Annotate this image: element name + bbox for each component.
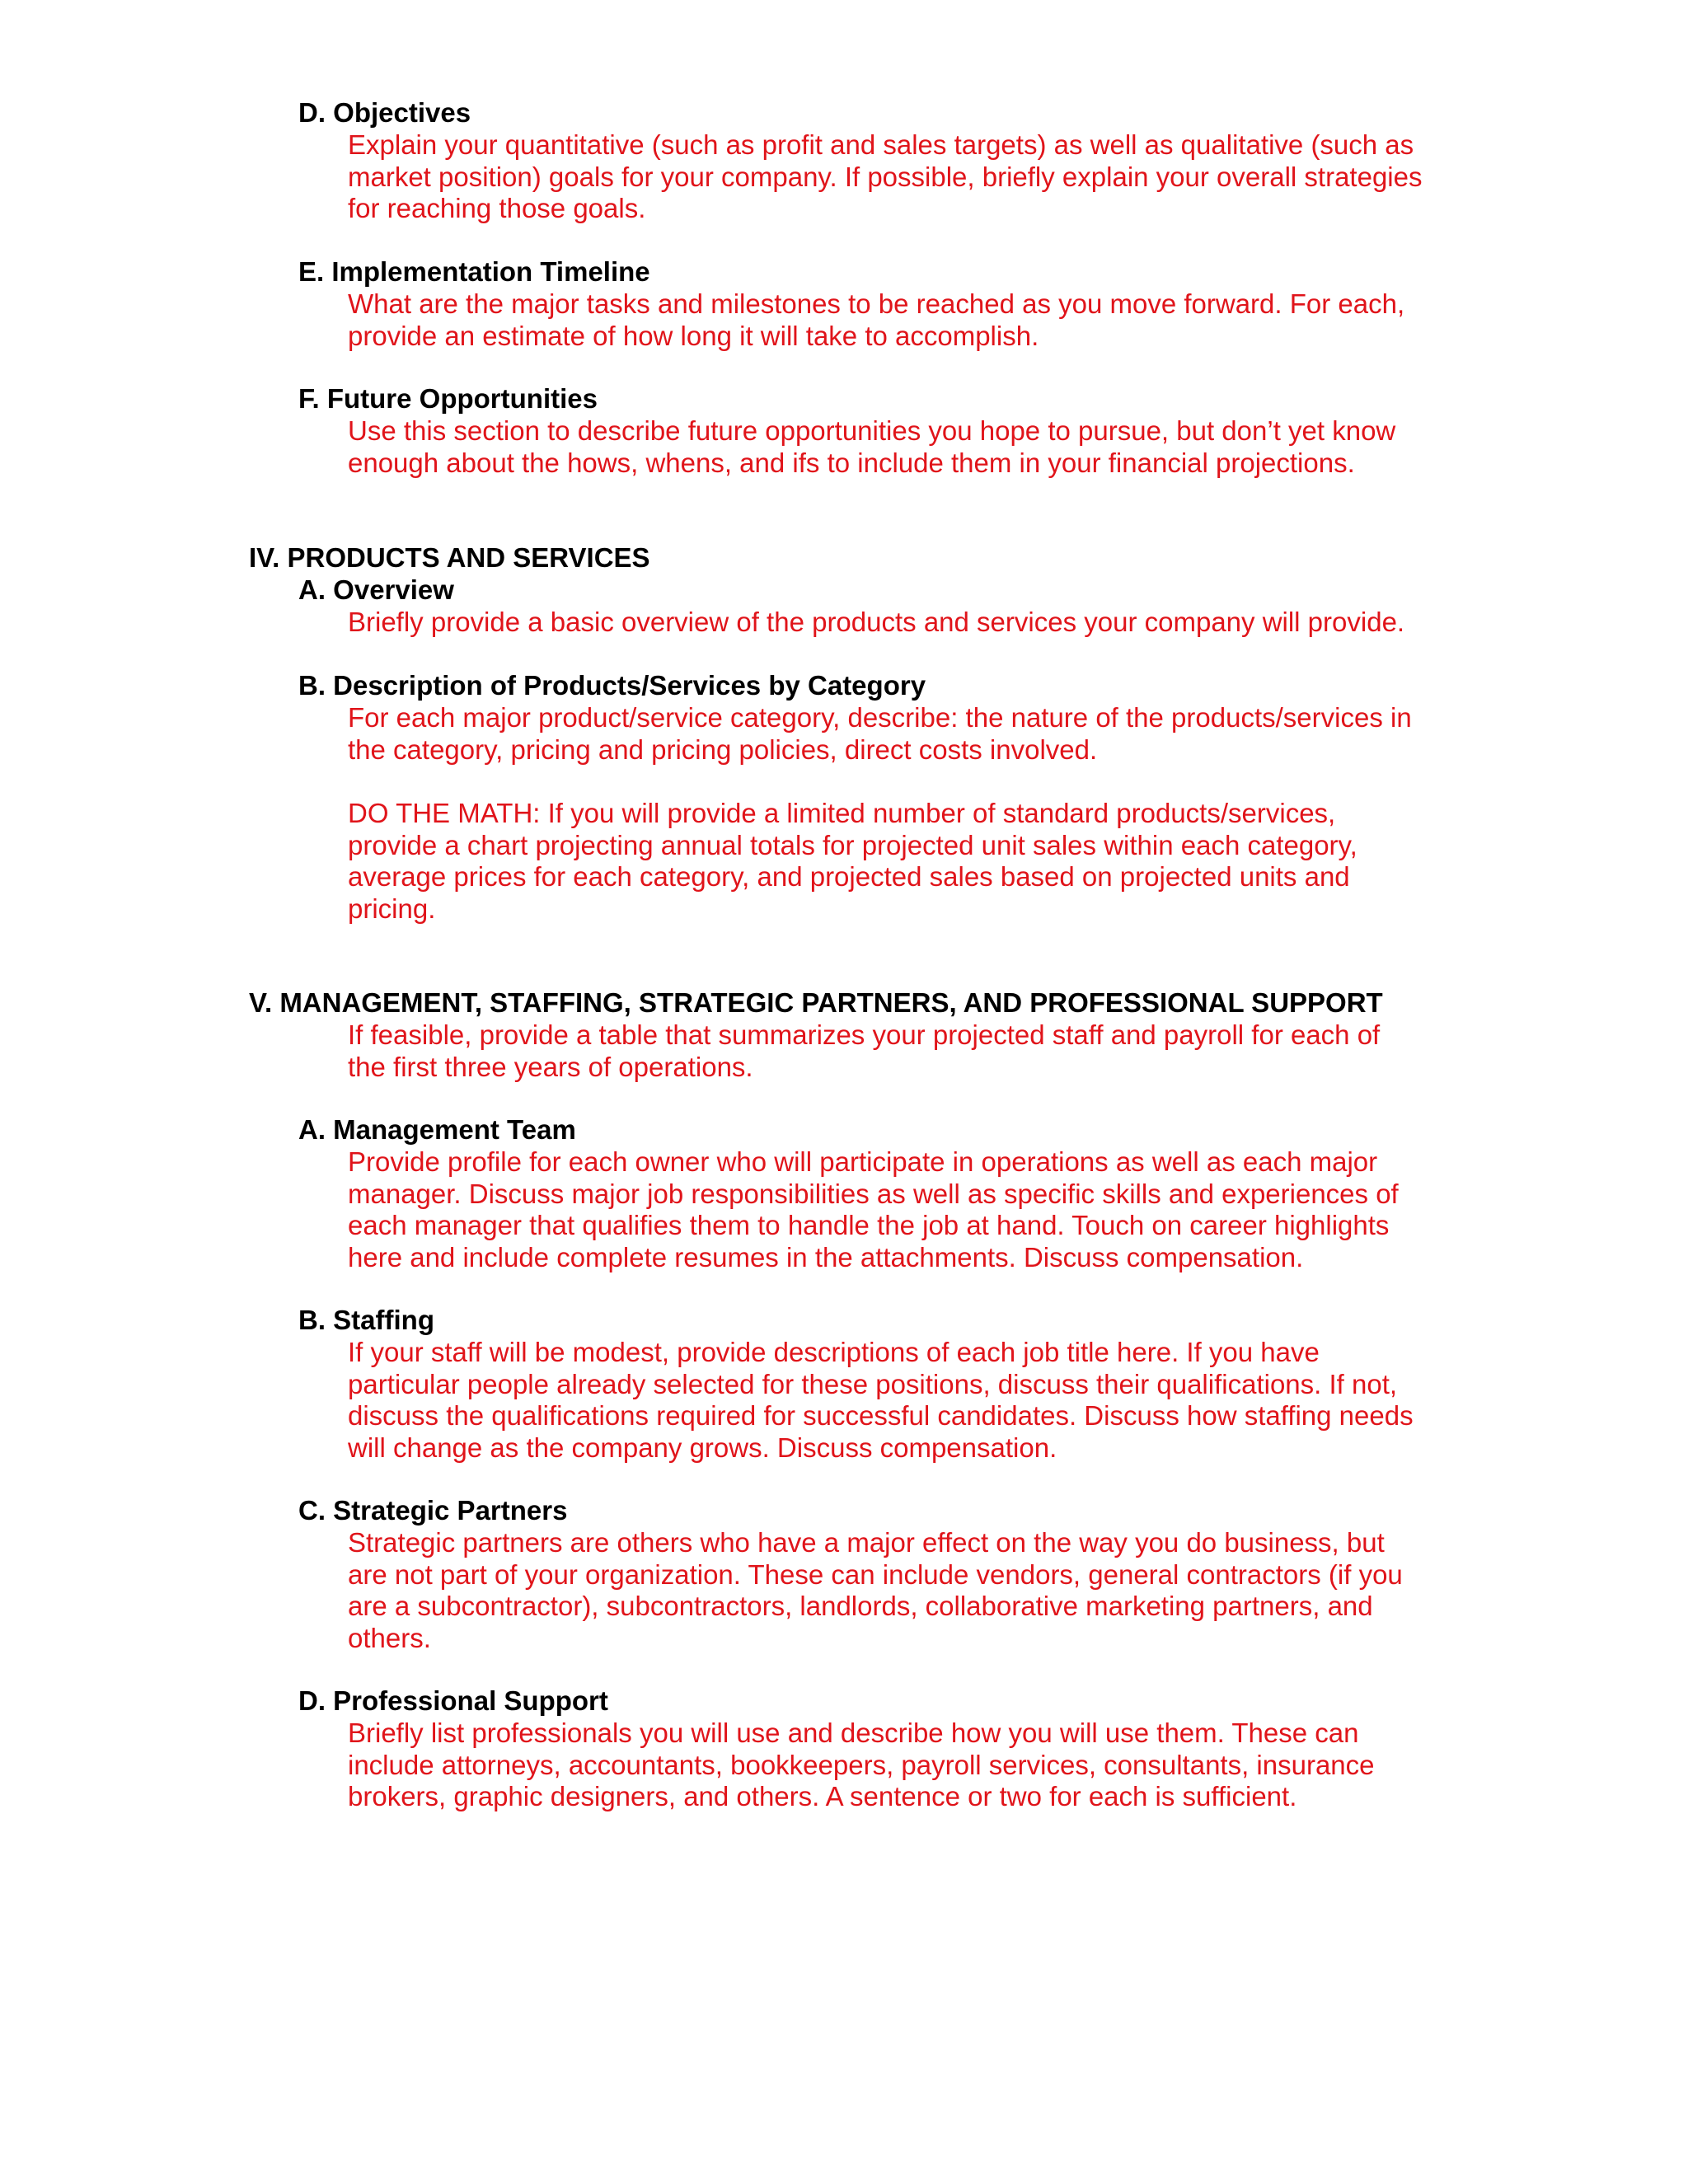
paragraph-future-opportunities bbox=[348, 415, 1452, 479]
paragraph-staffing bbox=[348, 1337, 1452, 1464]
paragraph-line: Explain your quantitative (such as profit and sales targets) as well as qualitative (such as bbox=[348, 129, 1414, 160]
paragraph-strategic-partners bbox=[348, 1527, 1452, 1654]
paragraph-overview bbox=[348, 607, 1452, 639]
paragraph-line: others. bbox=[348, 1622, 431, 1653]
paragraph-line: What are the major tasks and milestones to be reached as you move forward. For each, bbox=[348, 288, 1405, 319]
paragraph-management-team bbox=[348, 1146, 1452, 1273]
section-heading-objectives: D. Objectives bbox=[298, 97, 471, 128]
paragraph-line: are not part of your organization. These can include vendors, general contractors (if you bbox=[348, 1558, 1403, 1590]
paragraph-line: Strategic partners are others who have a major effect on the way you do business, but bbox=[348, 1527, 1385, 1558]
section-heading-future-opportunities: F. Future Opportunities bbox=[298, 383, 598, 414]
section-heading-overview: A. Overview bbox=[298, 574, 454, 605]
paragraph-objectives bbox=[348, 129, 1452, 225]
section-heading-management-team: A. Management Team bbox=[298, 1114, 576, 1145]
chapter-heading-management-staffing: V. MANAGEMENT, STAFFING, STRATEGIC PARTNERS, AND PROFESSIONAL SUPPORT bbox=[249, 987, 1383, 1018]
paragraph-line: provide a chart projecting annual totals for projected unit sales within each category, bbox=[348, 829, 1357, 860]
paragraph-line: DO THE MATH: If you will provide a limited number of standard products/services, bbox=[348, 798, 1336, 828]
paragraph-line: the first three years of operations. bbox=[348, 1051, 753, 1082]
paragraph-do-the-math bbox=[348, 798, 1452, 925]
paragraph-line: market position) goals for your company. If possible, briefly explain your overall strategies bbox=[348, 161, 1423, 192]
paragraph-line: include attorneys, accountants, bookkeepers, payroll services, consultants, insurance bbox=[348, 1749, 1375, 1780]
paragraph-line: For each major product/service category, describe: the nature of the products/services in bbox=[348, 702, 1412, 733]
paragraph-line: each manager that qualifies them to handle the job at hand. Touch on career highlights bbox=[348, 1210, 1390, 1241]
section-heading-implementation-timeline: E. Implementation Timeline bbox=[298, 256, 650, 287]
section-heading-professional-support: D. Professional Support bbox=[298, 1685, 608, 1716]
paragraph-line: particular people already selected for these positions, discuss their qualifications. If not, bbox=[348, 1368, 1398, 1399]
section-heading-description-by-category: B. Description of Products/Services by Category bbox=[298, 670, 926, 701]
paragraph-professional-support bbox=[348, 1718, 1452, 1813]
paragraph-line: If your staff will be modest, provide descriptions of each job title here. If you have bbox=[348, 1337, 1320, 1367]
paragraph-implementation-timeline bbox=[348, 288, 1452, 352]
paragraph-line: average prices for each category, and projected sales based on projected units and bbox=[348, 861, 1350, 893]
paragraph-line: brokers, graphic designers, and others. A sentence or two for each is sufficient. bbox=[348, 1781, 1297, 1812]
paragraph-description-by-category bbox=[348, 702, 1452, 766]
paragraph-line: here and include complete resumes in the attachments. Discuss compensation. bbox=[348, 1241, 1304, 1272]
paragraph-line: manager. Discuss major job responsibilities as well as specific skills and experiences of bbox=[348, 1178, 1399, 1209]
paragraph-line: Provide profile for each owner who will participate in operations as well as each major bbox=[348, 1146, 1378, 1177]
paragraph-line: provide an estimate of how long it will take to accomplish. bbox=[348, 320, 1039, 351]
paragraph-line: Use this section to describe future opportunities you hope to pursue, but don’t yet know bbox=[348, 415, 1396, 446]
paragraph-staff-payroll-table bbox=[348, 1019, 1452, 1083]
section-heading-staffing: B. Staffing bbox=[298, 1305, 434, 1335]
paragraph-line: for reaching those goals. bbox=[348, 193, 646, 224]
paragraph-line: Briefly provide a basic overview of the products and services your company will provide. bbox=[348, 607, 1405, 637]
paragraph-line: pricing. bbox=[348, 893, 436, 924]
paragraph-line: discuss the qualifications required for successful candidates. Discuss how staffing needs bbox=[348, 1400, 1414, 1432]
section-heading-strategic-partners: C. Strategic Partners bbox=[298, 1495, 568, 1526]
paragraph-line: are a subcontractor), subcontractors, landlords, collaborative marketing partners, and bbox=[348, 1591, 1373, 1622]
paragraph-line: If feasible, provide a table that summarizes your projected staff and payroll for each of bbox=[348, 1019, 1381, 1050]
paragraph-line: Briefly list professionals you will use and describe how you will use them. These can bbox=[348, 1718, 1359, 1748]
paragraph-line: enough about the hows, whens, and ifs to include them in your financial projections. bbox=[348, 447, 1355, 478]
paragraph-line: will change as the company grows. Discuss compensation. bbox=[348, 1432, 1057, 1463]
chapter-heading-products-and-services: IV. PRODUCTS AND SERVICES bbox=[249, 542, 650, 573]
paragraph-line: the category, pricing and pricing policies, direct costs involved. bbox=[348, 733, 1098, 765]
